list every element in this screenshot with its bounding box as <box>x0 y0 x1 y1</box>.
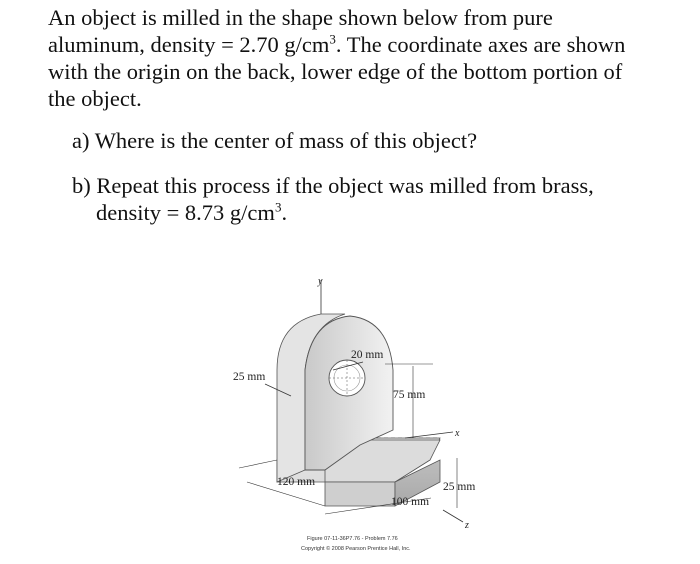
part-a-text: a) Where is the center of mass of this object? <box>72 128 478 153</box>
part-b-period: . <box>281 200 288 225</box>
figure-caption-line-1: Figure 07-11-36P7.76 - Problem 7.76 <box>307 536 398 542</box>
problem-intro <box>48 4 688 112</box>
dim-100mm-label: 100 mm <box>391 496 430 508</box>
y-axis-label: y <box>318 276 323 287</box>
z-axis-label: z <box>465 520 469 531</box>
bracket-diagram <box>225 270 495 564</box>
intro-line-3: with the origin on the back, lower edge of the bottom portion of <box>48 59 623 84</box>
part-b-line-2-wrap <box>72 199 682 226</box>
dim-25mm-right-label: 25 mm <box>443 481 476 493</box>
dim-75mm-label: 75 mm <box>393 389 426 401</box>
intro-line-2-end: . The coordinate axes are shown <box>335 32 626 57</box>
bracket-figure <box>225 270 495 564</box>
part-b-line-1: b) Repeat this process if the object was milled from brass, <box>72 173 594 198</box>
base-front-face <box>325 482 395 506</box>
part-b-question <box>72 172 682 226</box>
cube-exponent: 3 <box>329 31 336 47</box>
intro-line-2: aluminum, density = 2.70 g/cm <box>48 32 330 57</box>
dim-20mm-label: 20 mm <box>351 349 384 361</box>
dim-25mm-left-label: 25 mm <box>233 371 266 383</box>
figure-caption-line-2: Copyright © 2008 Pearson Prentice Hall, Inc. <box>301 546 411 552</box>
dim-120mm-ext <box>239 460 277 468</box>
part-a-question <box>72 127 477 154</box>
intro-line-1: An object is milled in the shape shown below from pure <box>48 5 553 30</box>
intro-line-4: the object. <box>48 86 142 111</box>
dim-120mm-label: 120 mm <box>277 476 316 488</box>
part-b-line-2: density = 8.73 g/cm <box>96 200 275 225</box>
problem-statement <box>48 4 688 112</box>
x-axis-line <box>405 432 453 438</box>
part-b-cube-exponent: 3 <box>274 199 282 215</box>
x-axis-label: x <box>455 428 460 439</box>
z-axis-line <box>443 510 463 522</box>
